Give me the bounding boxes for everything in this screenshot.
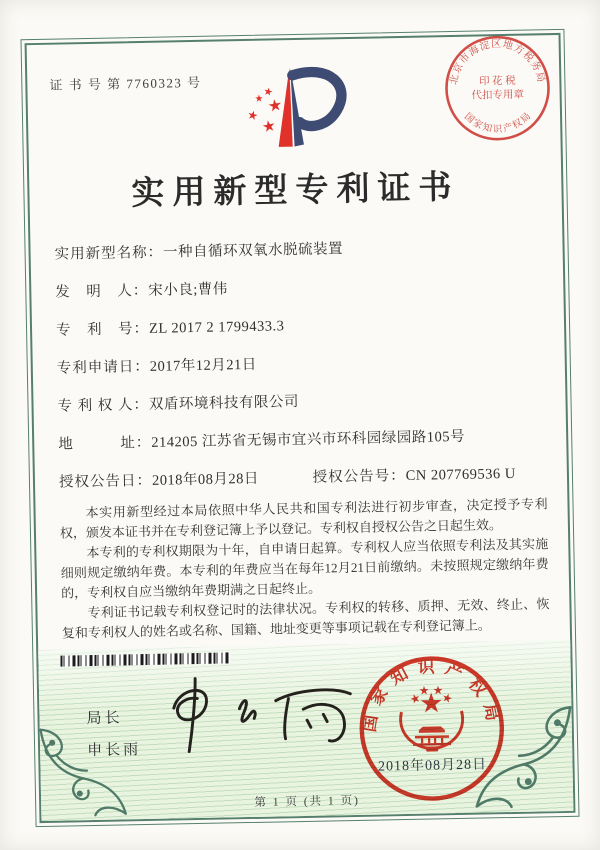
- field-value: 2017年12月21日: [149, 356, 257, 375]
- inner-border: [25, 33, 576, 823]
- outer-border: [20, 29, 579, 827]
- field-row-inventor: [55, 271, 543, 304]
- field-row-name: [54, 233, 542, 266]
- tax-stamp-arc-bottom-text: 国家知识产权局: [461, 110, 535, 136]
- tax-stamp-arc-top-text: 北京市海淀区地方税务局: [448, 38, 547, 86]
- certificate-sheet: [20, 29, 579, 827]
- field-label: 地 址：: [58, 434, 152, 453]
- grant-number: [312, 461, 547, 489]
- field-label: 专利申请日：: [56, 358, 150, 377]
- signer-title: 局长: [86, 710, 123, 728]
- legal-text: [59, 494, 550, 643]
- tax-stamp-line2: 代扣专用章: [471, 89, 525, 102]
- seal-ring-text: 国家知识产权局: [359, 657, 504, 734]
- field-row-address: [58, 423, 546, 456]
- cnipa-logo-icon: [218, 59, 370, 165]
- legal-paragraph-3: 专利证书记载专利权登记时的法律状况。专利权的转移、质押、无效、终止、恢复和专利权人的姓名或名称、国籍、地址变更等事项记载在专利登记簿上。: [61, 596, 550, 641]
- legal-paragraph-2: 本专利的专利权期限为十年，自申请日起算。专利权人应当依照专利法及其实施细则规定缴纳年费。本专利的年费应当在每年12月21日前缴纳。未按照规定缴纳年费的，专利权自应当缴纳年费期满之日起终止。: [60, 536, 549, 601]
- field-value: 2018年08月28日: [151, 470, 260, 489]
- field-value: 宋小良;曹伟: [148, 281, 229, 299]
- field-label: 专 利 号：: [55, 320, 150, 339]
- certificate-number: 证 书 号 第 7760323 号: [49, 74, 202, 93]
- field-label: 专 利 权 人：: [57, 396, 150, 415]
- field-label: 发 明 人：: [55, 282, 149, 301]
- field-label: 授权公告日：: [58, 472, 153, 491]
- field-label: 授权公告号：: [312, 467, 406, 486]
- field-value: 双盾环境科技有限公司: [148, 394, 300, 413]
- barcode: [60, 652, 230, 666]
- field-label: 实用新型名称：: [54, 244, 164, 263]
- certificate-title: 实用新型专利证书: [131, 169, 460, 213]
- field-row-patentee: [57, 385, 545, 418]
- field-value: 一种自循环双氧水脱硫装置: [162, 241, 344, 261]
- national-emblem-icon: [400, 685, 463, 752]
- field-list: [54, 233, 547, 508]
- field-value: CN 207769536 U: [405, 465, 516, 484]
- legal-paragraph-1: 本实用新型经过本局依照中华人民共和国专利法进行初步审查，决定授予专利权，颁发本证书并在专利登记簿上予以登记。专利权自授权公告之日起生效。: [59, 496, 548, 541]
- security-band: [38, 640, 573, 821]
- field-value: 214205 江苏省无锡市宜兴市环科园绿园路105号: [151, 428, 466, 451]
- field-value: ZL 2017 2 1799433.3: [148, 318, 285, 337]
- field-row-patent-no: [56, 309, 544, 342]
- signature-handwriting: [155, 670, 367, 761]
- field-row-grant: [59, 461, 547, 494]
- grant-date: [59, 466, 313, 495]
- seal-date: 2018年08月28日: [377, 757, 488, 775]
- tax-stamp-line1: 印 花 税: [478, 75, 516, 88]
- signer-name: 申长雨: [87, 742, 142, 760]
- page-number: 第 1 页 (共 1 页): [254, 794, 361, 809]
- tax-stamp-seal: [440, 31, 554, 150]
- field-row-filing-date: [57, 347, 545, 380]
